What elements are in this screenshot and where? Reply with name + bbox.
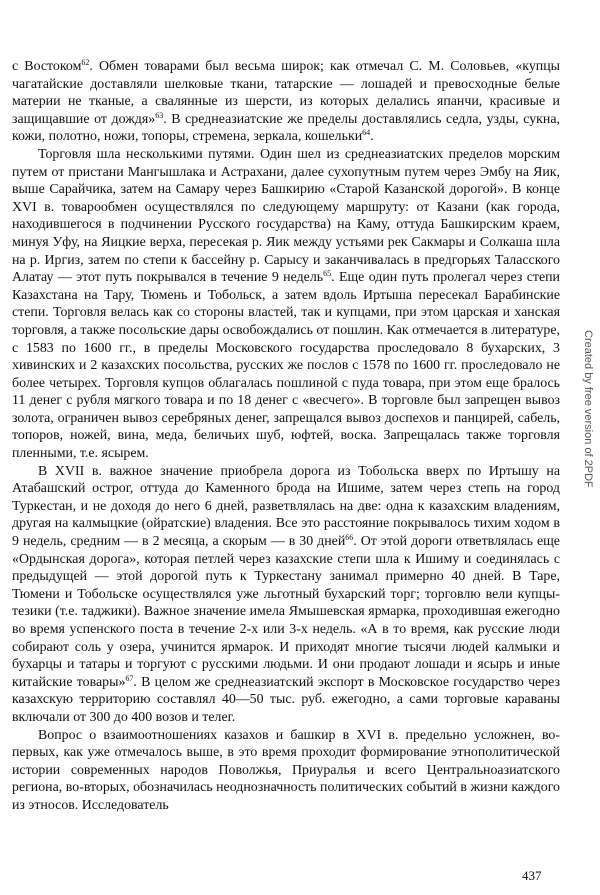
footnote-ref: 65	[323, 269, 332, 279]
text-run: . Еще один путь пролегал через степи Казахстана на Тару, Тюмень и Тобольск, а затем вдоль Иртыша пересекал Барабинские степи. Торговля велась как со стороны властей, так и купцами, при этом царская и ханская торговля, а также посольские дары освобождались от пошлин. Как отмечается в литературе, с 1583 по 1600 гг., в пределы Московского государства проследовало 8 бухарских, 3 хивинских и 2 казахских посольства, русских же послов с 1578 по 1600 гг. проследовало не более четырех. Торговля купцов облагалась пошлиной с пуда товара, при этом еще бралось 11 денег с рубля мягкого товара и по 18 денег с «весчего». В торговле был запрещен вывоз золота, ограничен вывоз серебряных денег, запрещался вывоз доспехов и панцирей, сабель, топоров, ножей, вина, меда, беличьих шуб, юфтей, воска. Запрещалась также торговля пленными, т.е. ясырем.	[12, 270, 560, 462]
text-run: Вопрос о взаимоотношениях казахов и башкир в XVI в. предельно усложнен, во-первых, как уже отмечалось выше, в это время проходит формирование этнополитической истории современных народов Поволжья, Приуралья и всего Центральноазиатского региона, во-вторых, обозначилась неоднозначность политических событий в жизни каждого из этносов. Исследователь	[12, 727, 560, 813]
footnote-ref: 67	[125, 673, 134, 683]
page-number: 437	[522, 868, 542, 883]
footnote-ref: 66	[345, 533, 354, 543]
footnote-ref: 64	[362, 128, 371, 138]
paragraph	[12, 727, 560, 815]
text-run: . В целом же среднеазиатский экспорт в Московское государство через казахскую территорию составлял 40—50 тыс. руб. ежегодно, а сами торговые караваны включали от 300 до 400 возов и телег.	[12, 674, 560, 725]
footnote-ref: 62	[81, 58, 90, 67]
body-text	[12, 58, 560, 815]
text-run: Торговля шла несколькими путями. Один шел из среднеазиатских пределов морским путем от пристани Мангышлака и Астрахани, далее сухопутным путем через Эмбу на Яик, выше Сарайчика, затем на Самару через Башкирию «Старой Казанской дорогой». В конце XVI в. товарообмен осуществлялся по следующему маршруту: от Казани (как города, находившегося в подчинении Русского государства) на Каму, оттуда Башкирским краем, минуя Уфу, на Яицкие верха, пересекая р. Яик между устьями рек Сакмары и Солкаша шла на р. Иргиз, затем по степи к бассейну р. Сарысу и заканчивалась в предгорьях Таласского Алатау — этот путь покрывался в течение 9 недель	[12, 146, 560, 286]
text-run: В XVII в. важное значение приобрела дорога из Тобольска вверх по Иртышу на Атабашский острог, оттуда до Каменного брода на Ишиме, затем через степь на город Туркестан, и не доходя до него 6 дней, разветвлялась на две: одна к казахским владениям, другая на калмыцкие (ойратские) владения. Все это расстояние покрывалось тихим ходом в 9 недель, средним — в 2 месяца, а скорым — в 30 дней	[12, 463, 560, 550]
text-run: . От этой дороги ответвлялась еще «Ордынская дорога», которая петлей через казахские степи шла к Ишиму и соединялась с предыдущей — этой дорогой путь к Туркестану занимал примерно 40 дней. В Таре, Тюмени и Тобольске осуществлялся уже льготный бухарский торг; торговлю вели купцы-тезики (т.е. таджики). Важное значение имела Ямышевская ярмарка, проходившая ежегодно во время успенского поста в течение 2-х или 3-х недель. «А в то время, как русские люди собирают соль у озера, учинится ярмарок. И приходят многие тысячи людей калмыки и бухарцы и татары и торгуют с русскими людьми. И они продают лошади и ясырь и иные китайские товары»	[12, 534, 560, 690]
text-run: . В среднеазиатские же пределы доставлялись седла, узды, сукна, кожи, полотно, ножи, топоры, стремена, зеркала, кошельки	[12, 111, 560, 145]
footnote-ref: 63	[155, 110, 164, 120]
text-run: .	[370, 129, 374, 145]
text-run: с Востоком	[12, 59, 82, 74]
paragraph	[12, 146, 560, 463]
paragraph	[12, 58, 560, 146]
paragraph	[12, 463, 560, 727]
text-run: . Обмен товарами был весьма широк; как отмечал С. М. Соловьев, «купцы чагатайские доставляли шелковые ткани, татарские — лошадей и превосходные белые материи не тканые, а свалянные из шерсти, из которых делались япанчи, красивые и защищавшие от дождя»	[12, 59, 560, 127]
watermark-text: Created by free version of 2PDF	[582, 330, 594, 488]
